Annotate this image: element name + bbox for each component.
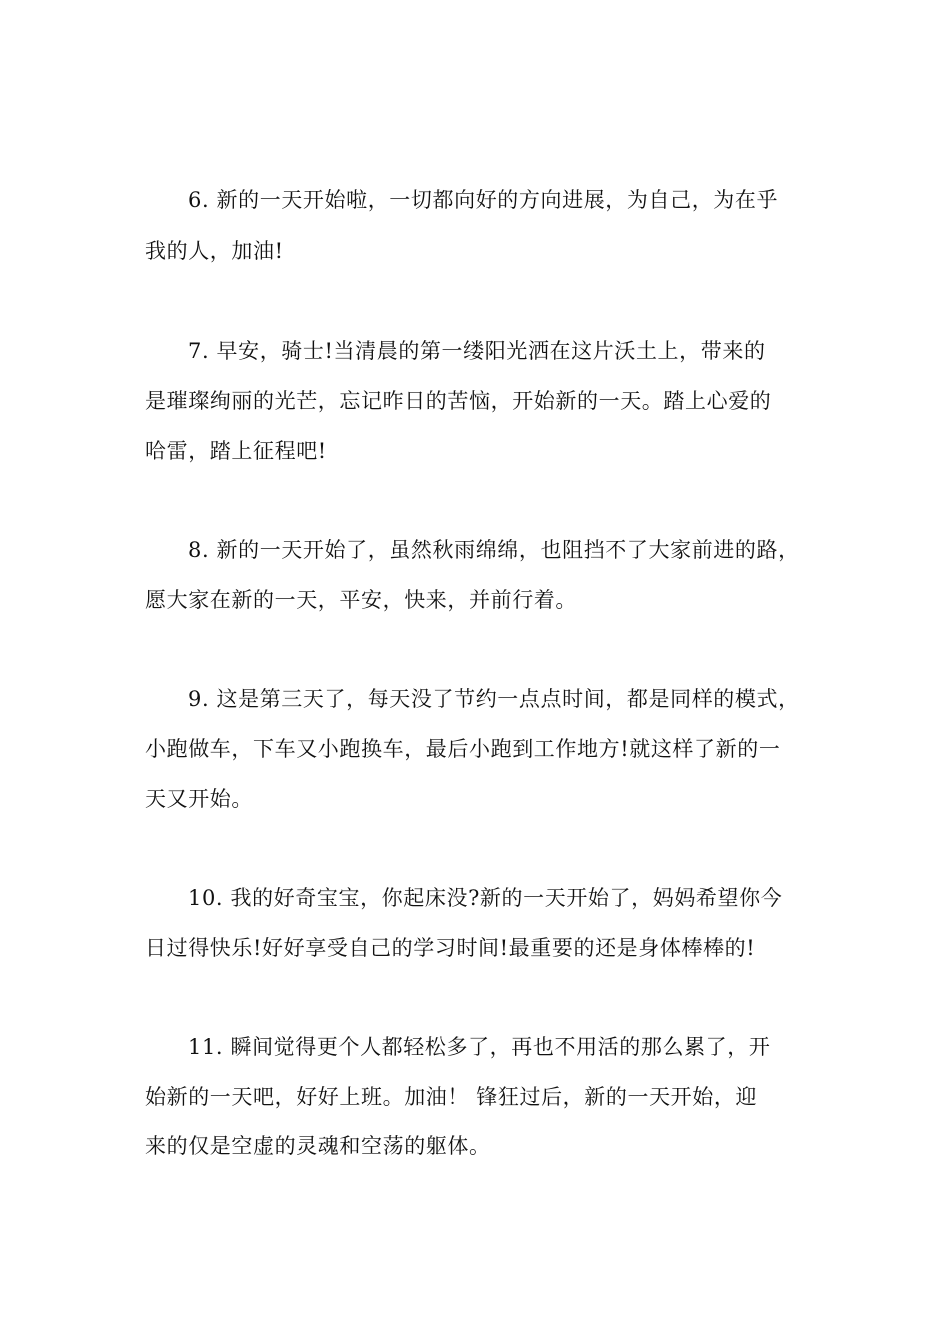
paragraph-6-line-1: 6. 新的一天开始啦，一切都向好的方向进展，为自己，为在乎 (188, 188, 779, 212)
paragraph-11-line-2: 始新的一天吧，好好上班。加油！ 锋狂过后，新的一天开始，迎 (145, 1085, 758, 1109)
paragraph-7-line-1: 7. 早安，骑士!当清晨的第一缕阳光洒在这片沃土上，带来的 (188, 339, 766, 363)
paragraph-7-line-3: 哈雷，踏上征程吧! (145, 439, 327, 463)
paragraph-11-line-3: 来的仅是空虚的灵魂和空荡的躯体。 (145, 1134, 491, 1158)
paragraph-10-line-1: 10. 我的好奇宝宝，你起床没?新的一天开始了，妈妈希望你今 (188, 886, 783, 910)
paragraph-11-line-1: 11. 瞬间觉得更个人都轻松多了，再也不用活的那么累了，开 (188, 1035, 771, 1059)
paragraph-9-line-1: 9. 这是第三天了，每天没了节约一点点时间，都是同样的模式， (188, 687, 800, 711)
paragraph-9-line-3: 天又开始。 (145, 787, 253, 811)
paragraph-8-line-1: 8. 新的一天开始了，虽然秋雨绵绵，也阻挡不了大家前进的路， (188, 538, 800, 562)
paragraph-8-line-2: 愿大家在新的一天，平安，快来，并前行着。 (145, 588, 577, 612)
paragraph-6-line-2: 我的人，加油! (145, 239, 284, 263)
paragraph-9-line-2: 小跑做车，下车又小跑换车，最后小跑到工作地方!就这样了新的一 (145, 737, 781, 761)
paragraph-7-line-2: 是璀璨绚丽的光芒，忘记昨日的苦恼，开始新的一天。踏上心爱的 (145, 389, 772, 413)
paragraph-10-line-2: 日过得快乐!好好享受自己的学习时间!最重要的还是身体棒棒的! (145, 936, 756, 960)
